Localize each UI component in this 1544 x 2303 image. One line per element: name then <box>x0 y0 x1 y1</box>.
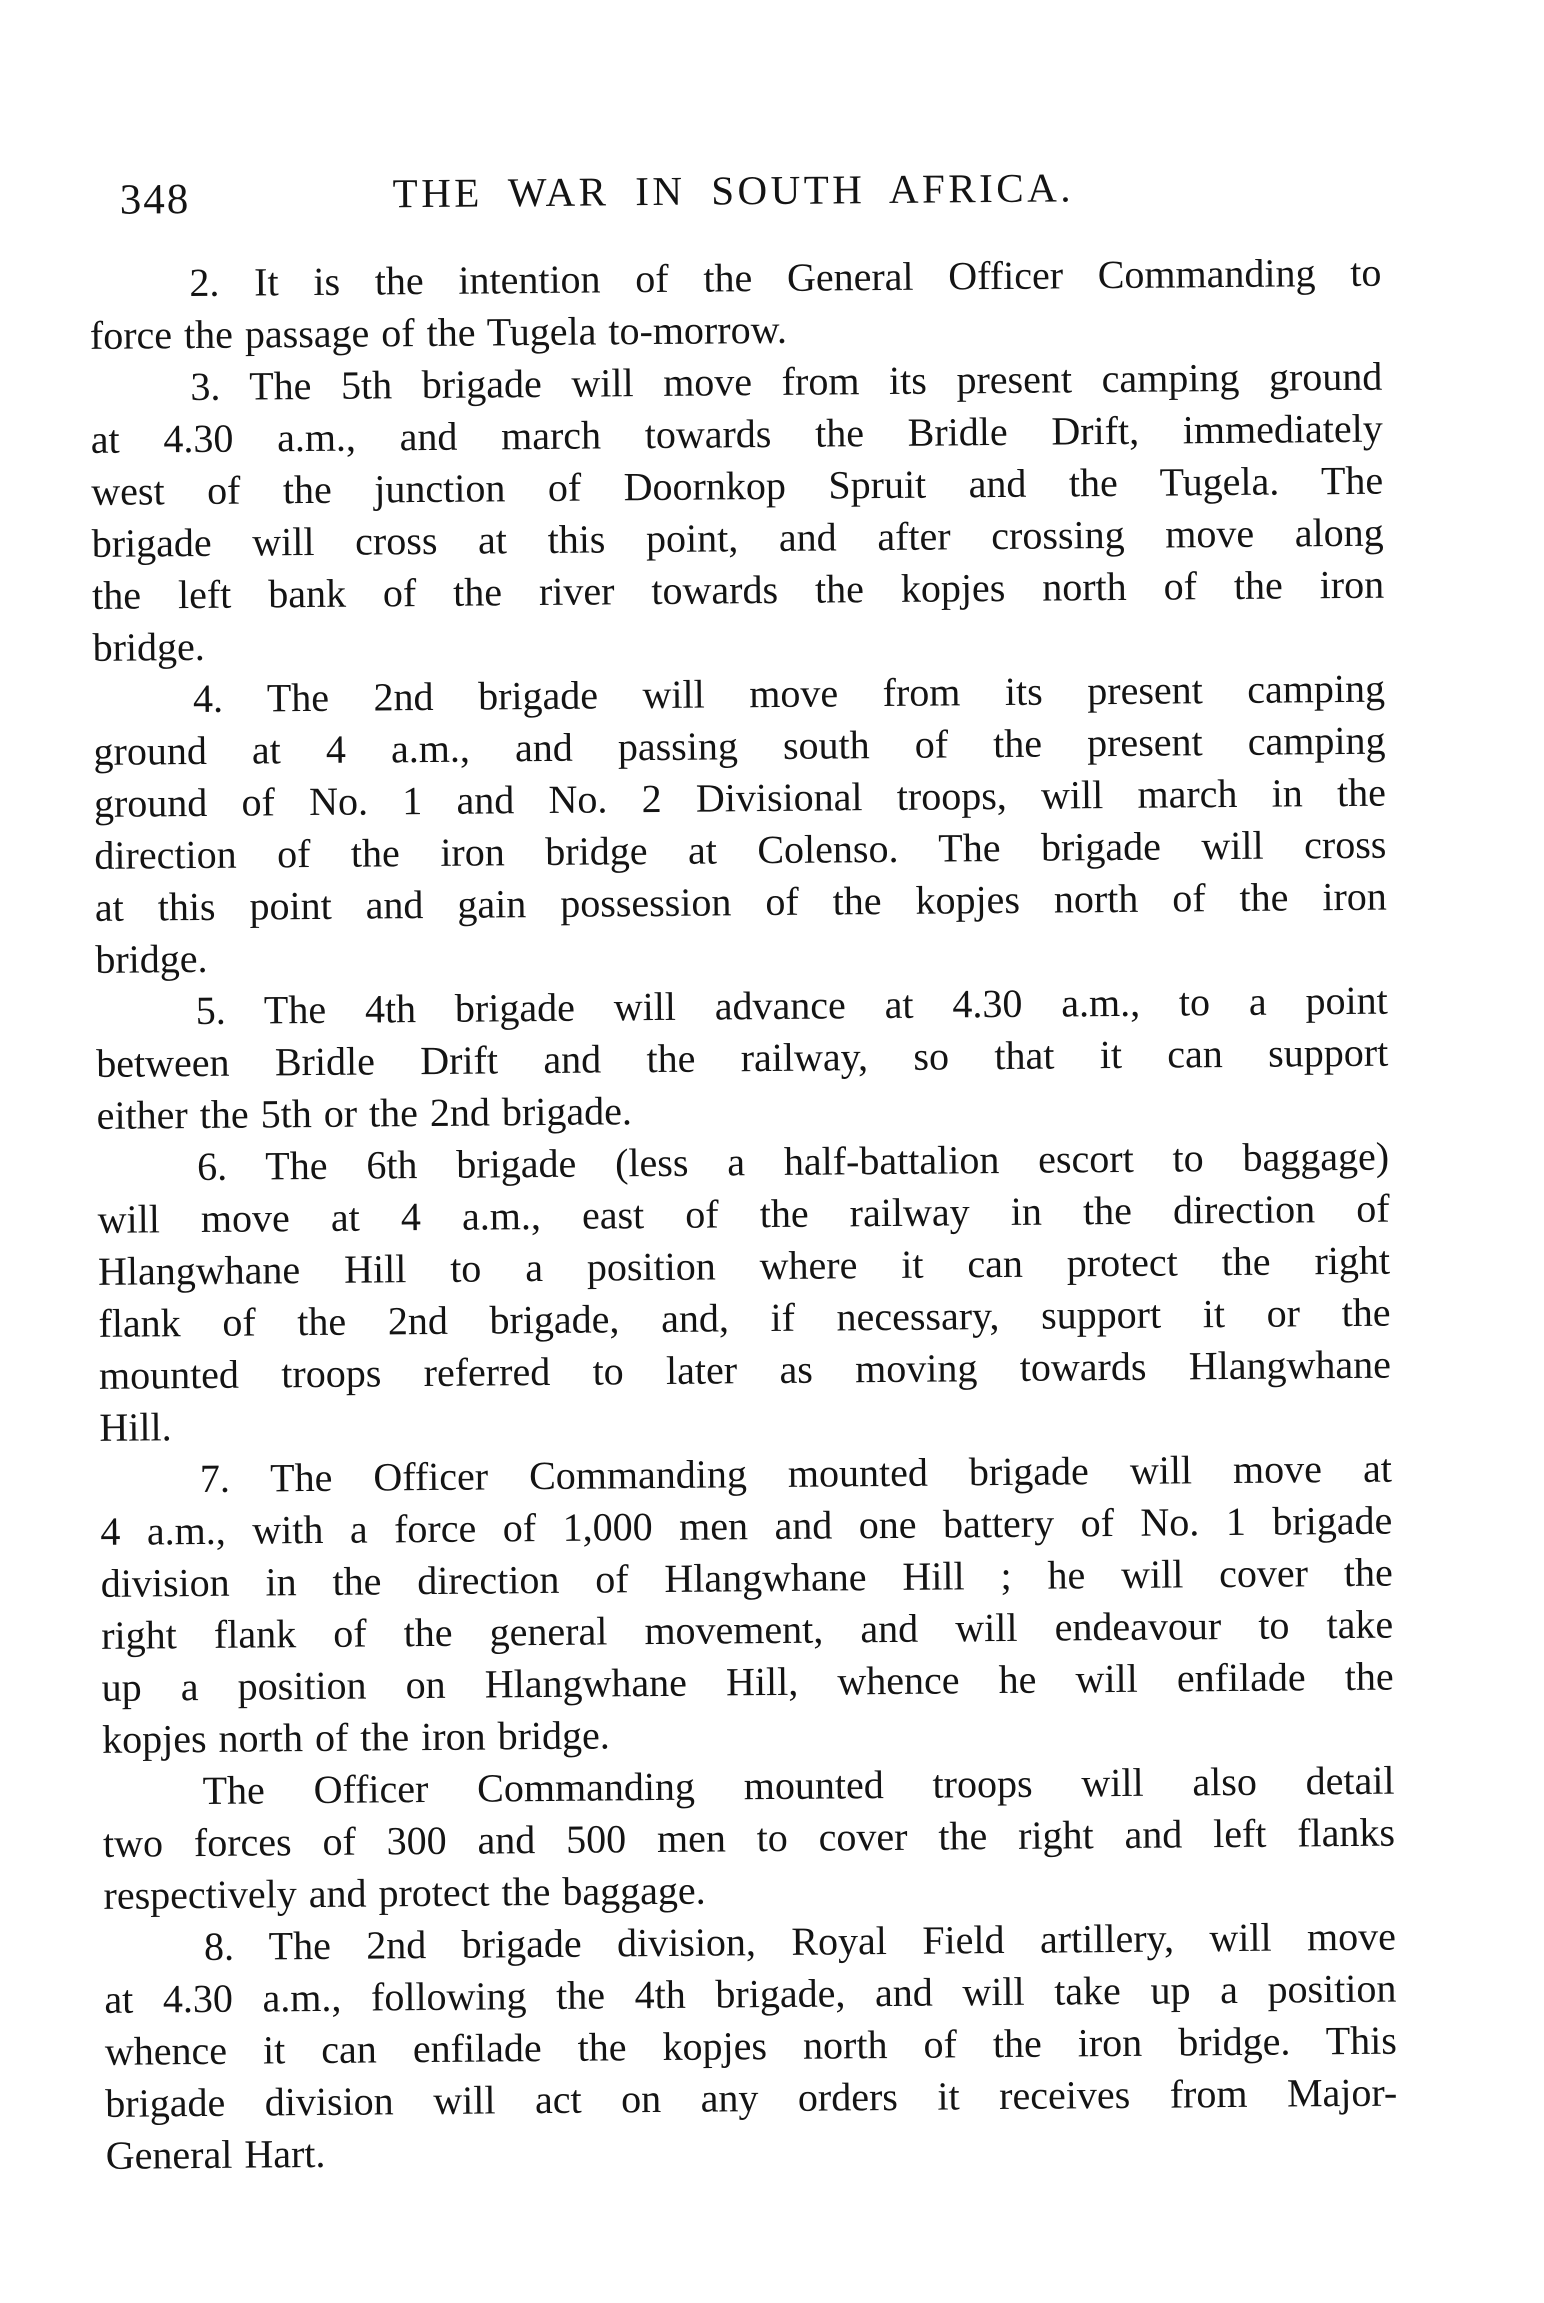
text-line: Hill. <box>99 1404 172 1450</box>
page-number: 348 <box>119 176 191 224</box>
text-line: right flank of the general movement, and will endeavour to take <box>101 1601 1394 1658</box>
text-line: between Bridle Drift and the railway, so that it can support <box>96 1029 1389 1086</box>
running-title: THE WAR IN SOUTH AFRICA. <box>392 164 1075 217</box>
text-line: 7. The Officer Commanding mounted brigade will move at <box>199 1445 1393 1502</box>
text-line: at this point and gain possession of the kopjes north of the iron <box>94 873 1388 930</box>
text-line: at 4.30 a.m., and march towards the Bridle Drift, immediately <box>90 405 1383 462</box>
text-line: direction of the iron bridge at Colenso. The brigade will cross <box>94 821 1387 878</box>
text-line: kopjes north of the iron bridge. <box>101 1712 611 1762</box>
text-line: 6. The 6th brigade (less a half-battalion escort to baggage) <box>196 1133 1390 1190</box>
text-line: Hlangwhane Hill to a position where it can protect the right <box>97 1237 1391 1294</box>
text-line: flank of the 2nd brigade, and, if necessary, support it or the <box>98 1289 1391 1346</box>
text-line: 4. The 2nd brigade will move from its present camping <box>192 665 1386 722</box>
page-text <box>89 247 1398 2182</box>
text-line: 2. It is the intention of the General Officer Commanding to <box>189 249 1382 306</box>
text-line: at 4.30 a.m., following the 4th brigade, and will take up a position <box>104 1965 1397 2022</box>
text-line: 8. The 2nd brigade division, Royal Field artillery, will move <box>203 1913 1397 1969</box>
text-line: up a position on Hlangwhane Hill, whence he will enfilade the <box>101 1653 1394 1710</box>
text-line: brigade will cross at this point, and after crossing move along <box>91 509 1384 566</box>
text-line: respectively and protect the baggage. <box>103 1867 706 1918</box>
text-line: ground at 4 a.m., and passing south of the present camping <box>93 717 1386 774</box>
text-line: will move at 4 a.m., east of the railway in the direction of <box>97 1185 1390 1242</box>
text-line: west of the junction of Doornkop Spruit and the Tugela. The <box>91 457 1384 514</box>
text-line: whence it can enfilade the kopjes north of the iron bridge. This <box>104 2017 1398 2074</box>
text-line: 4 a.m., with a force of 1,000 men and one battery of No. 1 brigade <box>100 1497 1393 1554</box>
text-line: either the 5th or the 2nd brigade. <box>96 1088 633 1138</box>
text-line: General Hart. <box>105 2130 326 2178</box>
text-line: the left bank of the river towards the kopjes north of the iron <box>91 561 1385 618</box>
text-line: The Officer Commanding mounted troops will also detail <box>202 1757 1395 1814</box>
text-line: 3. The 5th brigade will move from its present camping ground <box>190 353 1383 410</box>
text-line: 5. The 4th brigade will advance at 4.30 a.m., to a point <box>195 977 1388 1034</box>
text-line: ground of No. 1 and No. 2 Divisional troops, will march in the <box>93 769 1387 826</box>
text-line: force the passage of the Tugela to-morrow. <box>89 306 788 358</box>
text-line: bridge. <box>92 623 205 670</box>
text-line: two forces of 300 and 500 men to cover the right and left flanks <box>102 1809 1396 1866</box>
text-line: division in the direction of Hlangwhane Hill ; he will cover the <box>100 1549 1393 1606</box>
text-line: brigade division will act on any orders it receives from Major- <box>105 2069 1398 2126</box>
text-line: mounted troops referred to later as moving towards Hlangwhane <box>98 1341 1392 1398</box>
text-line: bridge. <box>95 935 208 982</box>
